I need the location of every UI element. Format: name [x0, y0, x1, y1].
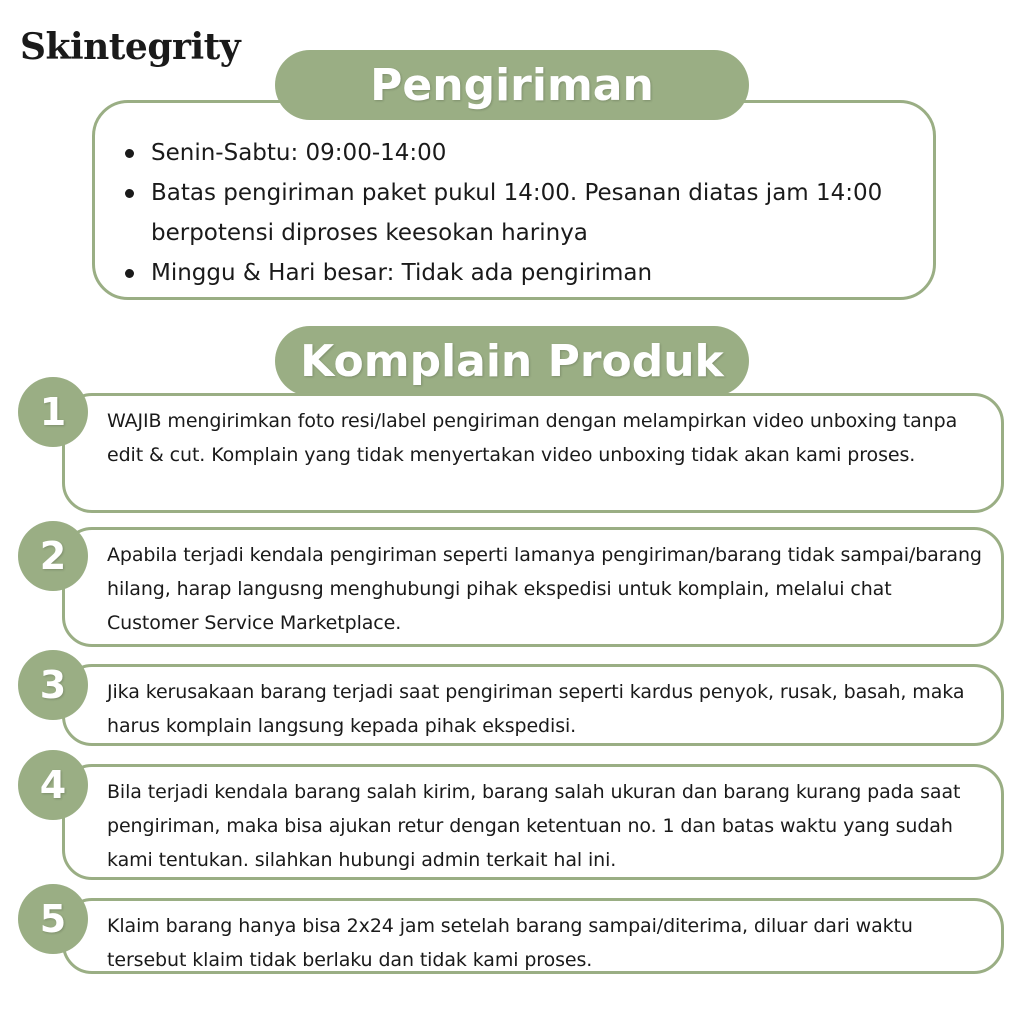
complaint-item-box	[62, 764, 1004, 880]
complaint-item-2	[0, 527, 1024, 647]
shipping-title: Pengiriman	[275, 50, 749, 120]
complaint-item-box	[62, 527, 1004, 647]
shipping-info-box	[92, 100, 936, 300]
complaint-item-box	[62, 898, 1004, 974]
brand-logo: Skintegrity	[20, 26, 241, 68]
shipping-list	[123, 133, 913, 293]
complaint-item-text: WAJIB mengirimkan foto resi/label pengiriman dengan melampirkan video unboxing tanpa edit & cut. Komplain yang tidak menyertakan video unboxing tidak akan kami proses.	[107, 410, 958, 466]
shipping-item-holiday: Minggu & Hari besar: Tidak ada pengiriman	[123, 253, 913, 293]
complaint-item-1	[0, 390, 1024, 513]
shipping-item-hours: Senin-Sabtu: 09:00-14:00	[123, 133, 913, 173]
complaint-number-badge: 3	[18, 650, 88, 720]
complaint-item-text: Klaim barang hanya bisa 2x24 jam setelah barang sampai/diterima, diluar dari waktu tersebut klaim tidak berlaku dan tidak kami proses.	[107, 915, 913, 971]
complaint-item-4	[0, 764, 1024, 880]
complaint-number-badge: 4	[18, 750, 88, 820]
complaint-number-badge: 1	[18, 377, 88, 447]
complaint-number-badge: 2	[18, 521, 88, 591]
complaint-item-text: Jika kerusakaan barang terjadi saat pengiriman seperti kardus penyok, rusak, basah, maka harus komplain langsung kepada pihak ekspedisi.	[107, 681, 965, 737]
complaint-item-box	[62, 664, 1004, 746]
complaint-item-5	[0, 898, 1024, 974]
complaint-item-box	[62, 393, 1004, 513]
shipping-item-cutoff: Batas pengiriman paket pukul 14:00. Pesanan diatas jam 14:00 berpotensi diproses keesokan harinya	[123, 173, 913, 253]
complaint-item-text: Bila terjadi kendala barang salah kirim, barang salah ukuran dan barang kurang pada saat pengiriman, maka bisa ajukan retur dengan ketentuan no. 1 dan batas waktu yang sudah kami tentukan. silahkan hubungi admin terkait hal ini.	[107, 781, 961, 871]
complaint-item-3	[0, 664, 1024, 746]
complaint-title: Komplain Produk	[275, 326, 749, 396]
complaint-number-badge: 5	[18, 884, 88, 954]
complaint-item-text: Apabila terjadi kendala pengiriman seperti lamanya pengiriman/barang tidak sampai/barang hilang, harap langusng menghubungi pihak ekspedisi untuk komplain, melalui chat Customer Service Marketplace.	[107, 544, 982, 634]
